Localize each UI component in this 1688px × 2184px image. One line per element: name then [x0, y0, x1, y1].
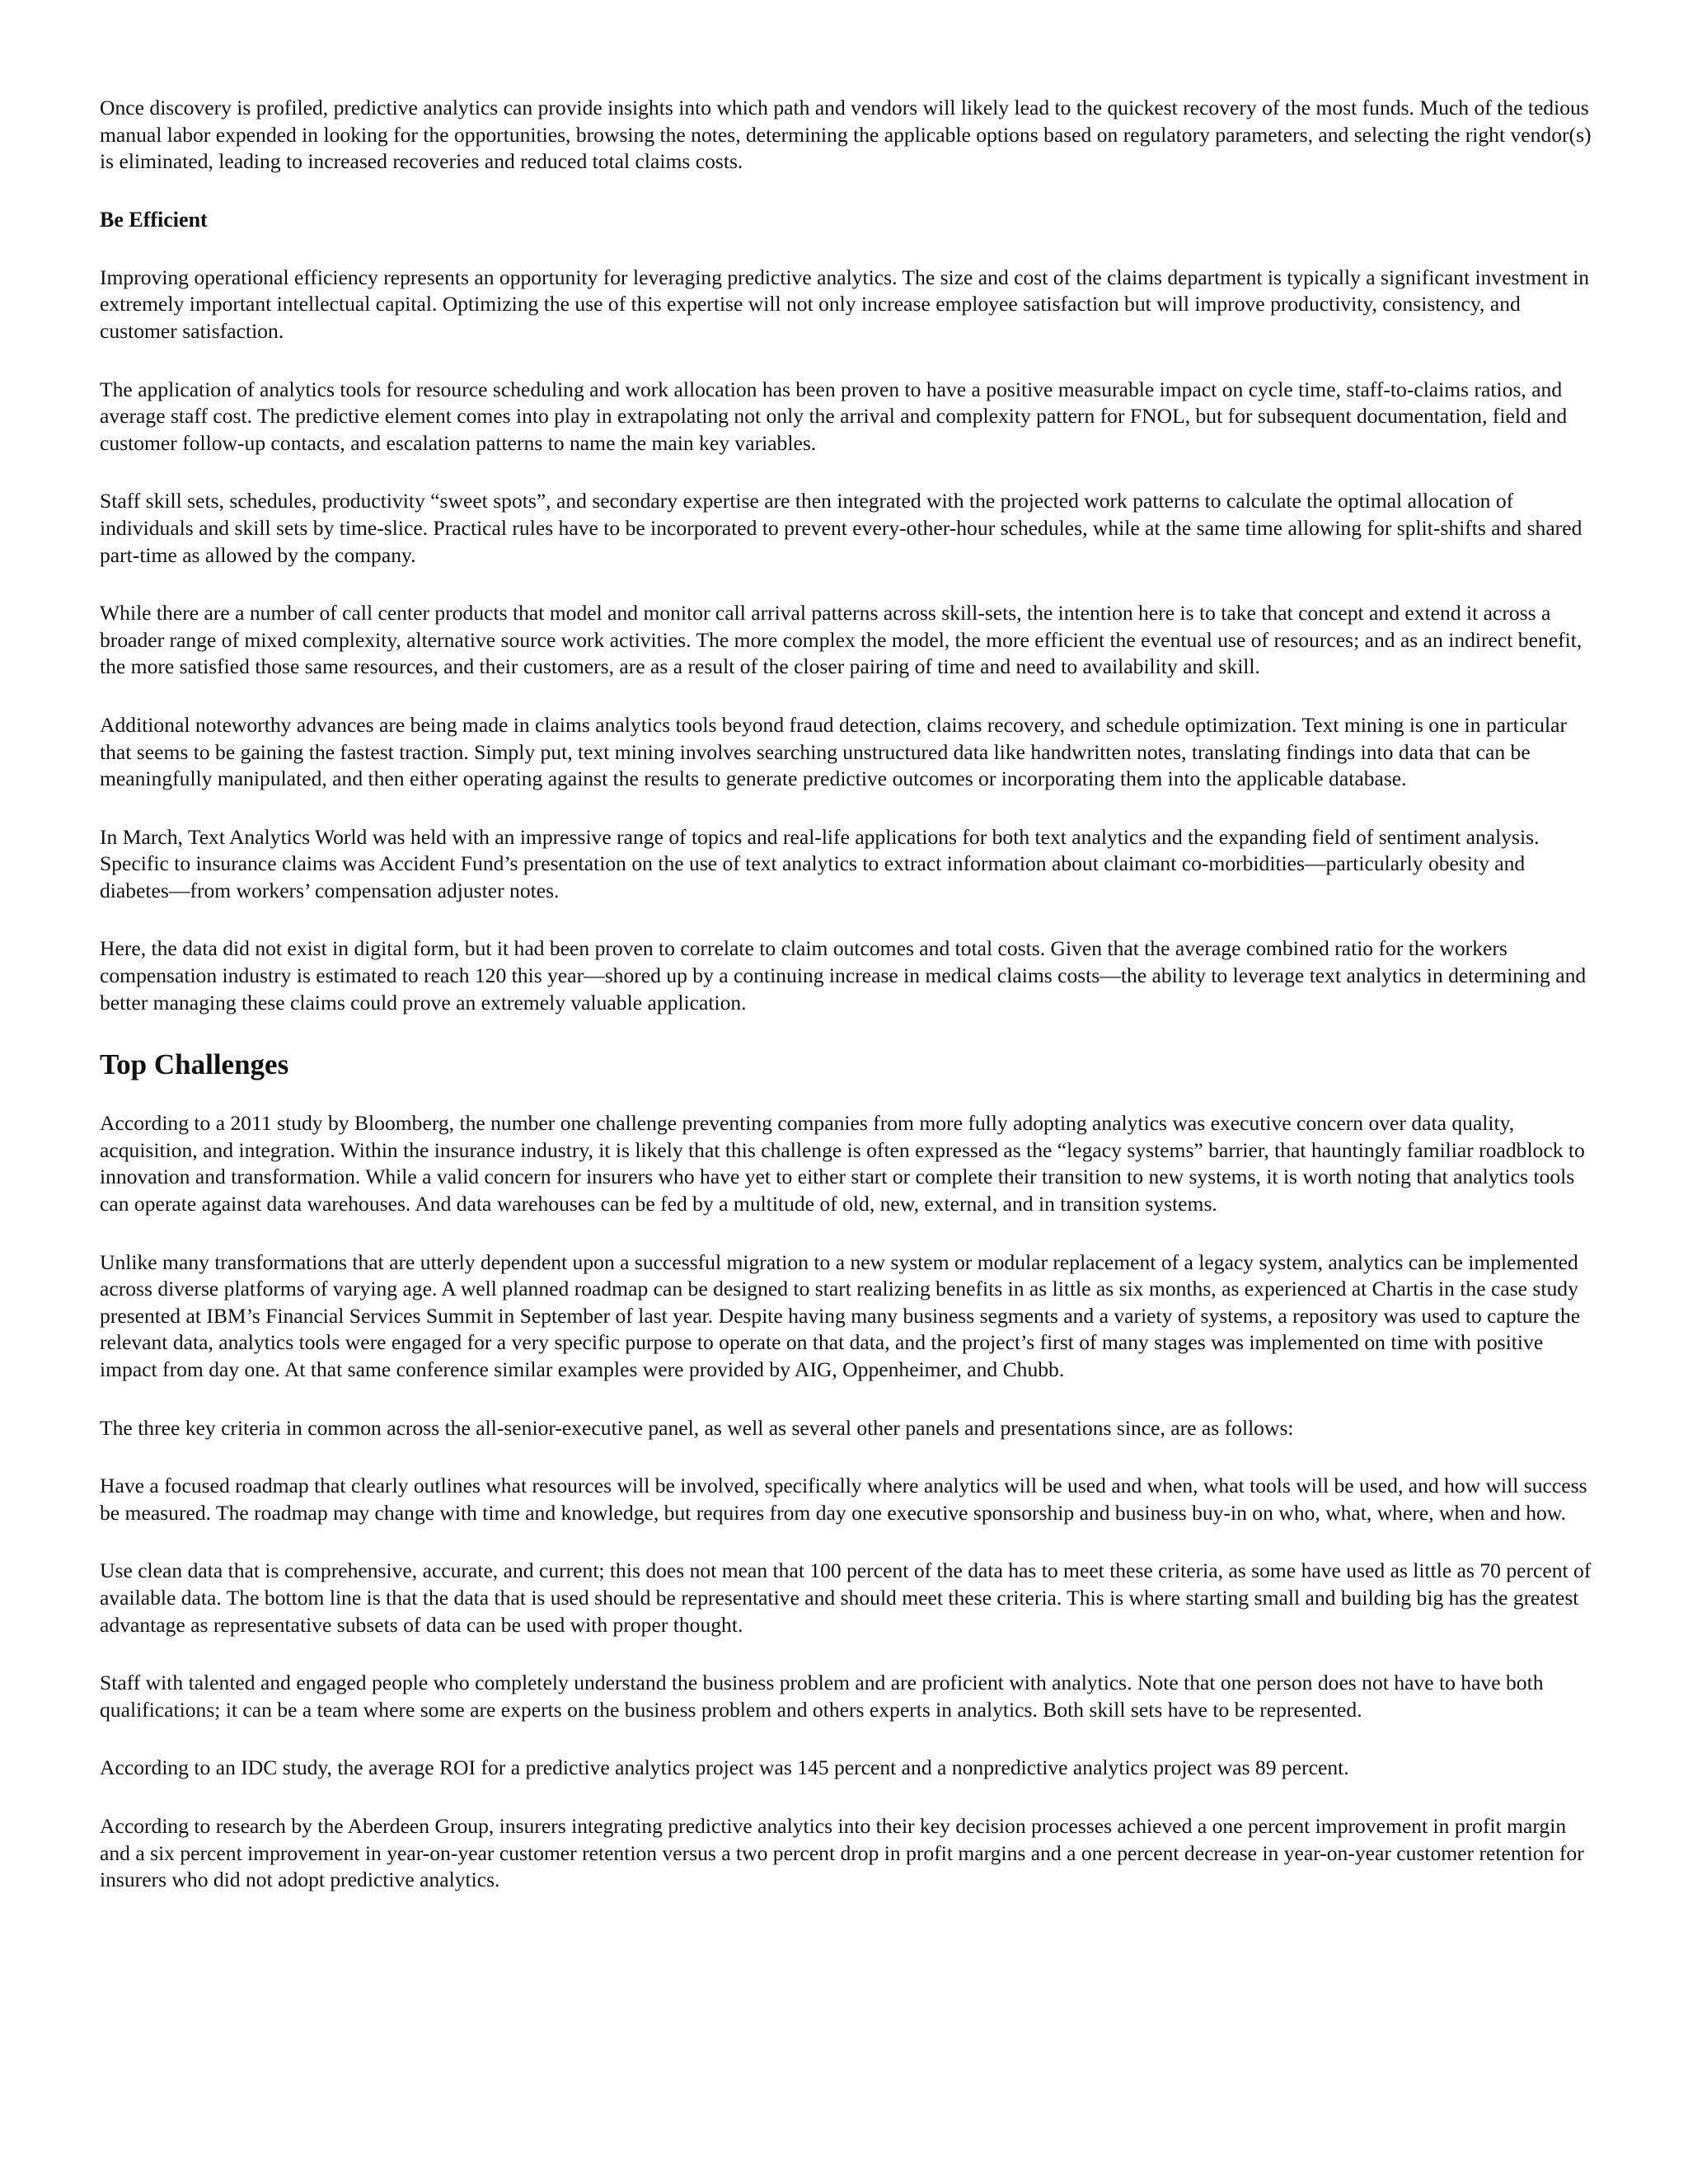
paragraph: Have a focused roadmap that clearly outlines what resources will be involved, specifically where analytics will be used and when, what tools will be used, and how will success be measured. The roadmap may change with time and knowledge, but requires from day one executive sponsorship and business buy-in on who, what, where, when and how. — [100, 1474, 1587, 1525]
paragraph: According to research by the Aberdeen Group, insurers integrating predictive analytics into their key decision processes achieved a one percent improvement in profit margin and a six percent improvement in year-on-year customer retention versus a two percent drop in profit margins and a one percent decrease in year-on-year customer retention for insurers who did not adopt predictive analytics. — [100, 1813, 1584, 1892]
be-efficient-heading: Be Efficient — [100, 207, 208, 232]
paragraph: The three key criteria in common across the all-senior-executive panel, as well as several other panels and presentations since, are as follows: — [100, 1415, 1294, 1440]
paragraph: Here, the data did not exist in digital form, but it had been proven to correlate to claim outcomes and total costs. Given that the average combined ratio for the workers compensation industry is estimated to reach 120 this year—shored up by a continuing increase in medical claims costs—the ability to leverage text analytics in determining and better managing these claims could prove an extremely valuable application. — [100, 936, 1587, 1015]
top-challenges-heading: Top Challenges — [100, 1048, 289, 1081]
paragraph: In March, Text Analytics World was held with an impressive range of topics and real-life applications for both text analytics and the expanding field of sentiment analysis. Specific to insurance claims was Accident Fund’s presentation on the use of text analytics to extract information about claimant co-morbidities—particularly obesity and diabetes—from workers’ compensation adjuster notes. — [100, 824, 1540, 902]
paragraph: Improving operational efficiency represents an opportunity for leveraging predictive analytics. The size and cost of the claims department is typically a significant investment in extremely important intellectual capital. Optimizing the use of this expertise will not only increase employee satisfaction but will improve productivity, consistency, and customer satisfaction. — [100, 265, 1590, 343]
paragraph: Staff with talented and engaged people who completely understand the business problem and are proficient with analytics. Note that one person does not have to have both qualifications; it can be a team where some are experts on the business problem and others experts in analytics. Both skill sets have to be represented. — [100, 1671, 1544, 1722]
paragraph: According to a 2011 study by Bloomberg, the number one challenge preventing companies from more fully adopting analytics was executive concern over data quality, acquisition, and integration. Within the insurance industry, it is likely that this challenge is often expressed as the “legacy systems” barrier, that hauntingly familiar roadblock to innovation and transformation. While a valid concern for insurers who have yet to either start or complete their transition to new systems, it is worth noting that analytics tools can operate against data warehouses. And data warehouses can be fed by a multitude of old, new, external, and in transition systems. — [100, 1111, 1585, 1216]
paragraph: Additional noteworthy advances are being made in claims analytics tools beyond fraud detection, claims recovery, and schedule optimization. Text mining is one in particular that seems to be gaining the fastest traction. Simply put, text mining involves searching unstructured data like handwritten notes, translating findings into data that can be meaningfully manipulated, and then either operating against the results to generate predictive outcomes or incorporating them into the applicable database. — [100, 712, 1568, 791]
paragraph: The application of analytics tools for resource scheduling and work allocation has been proven to have a positive measurable impact on cycle time, staff-to-claims ratios, and average staff cost. The predictive element comes into play in extrapolating not only the arrival and complexity pattern for FNOL, but for subsequent documentation, field and customer follow-up contacts, and escalation patterns to name the main key variables. — [100, 377, 1568, 455]
paragraph: Use clean data that is comprehensive, accurate, and current; this does not mean that 100 percent of the data has to meet these criteria, as some have used as little as 70 percent of available data. The bottom line is that the data that is used should be representative and should meet these criteria. This is where starting small and building big has the greatest advantage as representative subsets of data can be used with proper thought. — [100, 1558, 1592, 1637]
paragraph: Unlike many transformations that are utterly dependent upon a successful migration to a new system or modular replacement of a legacy system, analytics can be implemented across diverse platforms of varying age. A well planned roadmap can be designed to start realizing benefits in as little as six months, as experienced at Chartis in the case study presented at IBM’s Financial Services Summit in September of last year. Despite having many business segments and a variety of systems, a repository was used to capture the relevant data, analytics tools were engaged for a very specific purpose to operate on that data, and the project’s first of many stages was implemented on time with positive impact from day one. At that same conference similar examples were provided by AIG, Oppenheimer, and Chubb. — [100, 1249, 1581, 1381]
paragraph: Staff skill sets, schedules, productivity “sweet spots”, and secondary expertise are then integrated with the projected work patterns to calculate the optimal allocation of individuals and skill sets by time-slice. Practical rules have to be incorporated to prevent every-other-hour schedules, while at the same time allowing for split-shifts and shared part-time as allowed by the company. — [100, 489, 1582, 567]
intro-paragraph: Once discovery is profiled, predictive analytics can provide insights into which path and vendors will likely lead to the quickest recovery of the most funds. Much of the tedious manual labor expended in looking for the opportunities, browsing the notes, determining the applicable options based on regulatory parameters, and selecting the right vendor(s) is eliminated, leading to increased recoveries and reduced total claims costs. — [100, 96, 1592, 174]
paragraph: According to an IDC study, the average ROI for a predictive analytics project was 145 percent and a nonpredictive analytics project was 89 percent. — [100, 1755, 1349, 1780]
paragraph: While there are a number of call center products that model and monitor call arrival patterns across skill-sets, the intention here is to take that concept and extend it across a broader range of mixed complexity, alternative source work activities. The more complex the model, the more efficient the eventual use of resources; and as an indirect benefit, the more satisfied those same resources, and their customers, are as a result of the closer pairing of time and need to availability and skill. — [100, 601, 1582, 679]
